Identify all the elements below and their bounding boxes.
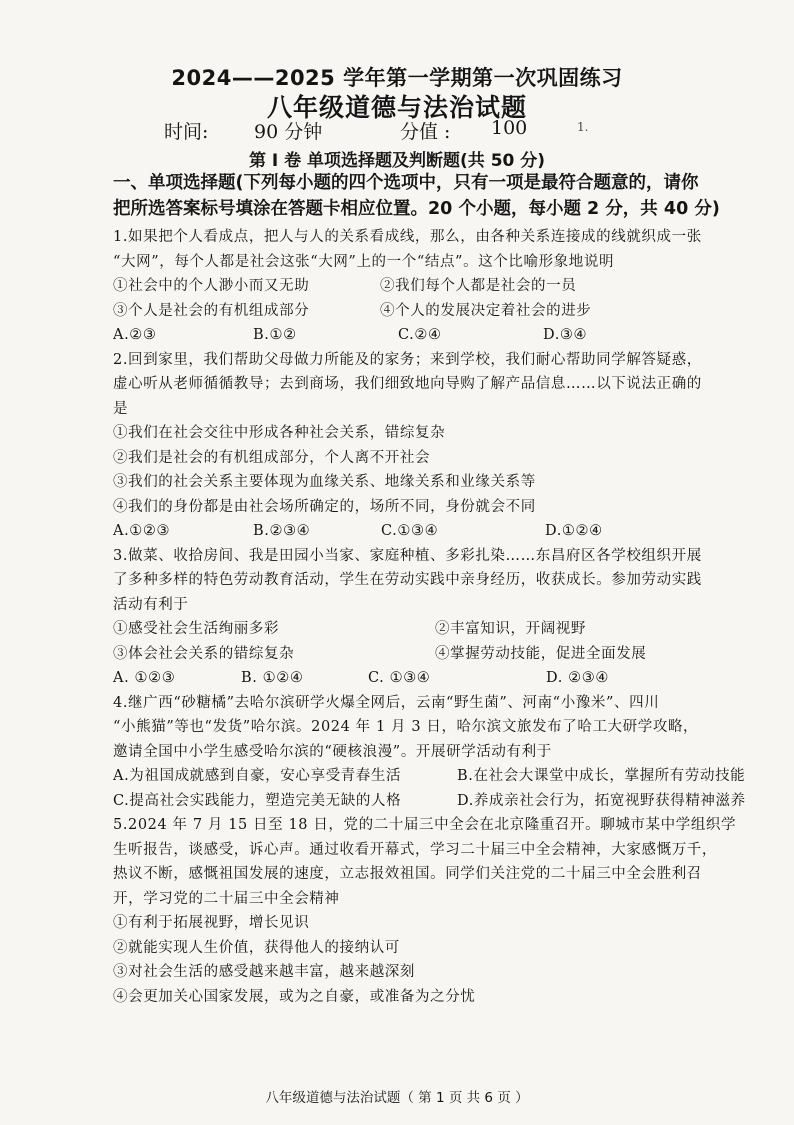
option-c: C.②④ (398, 327, 442, 343)
section-heading-line: 一、单项选择题(下列每小题的四个选项中，只有一项是最符合题意的，请你 (113, 173, 699, 193)
statement: ③体会社会关系的错综复杂 (113, 645, 295, 662)
question-stem-line: “大网”，每个人都是社会这张“大网”上的一个“结点”。这个比喻形象地说明 (113, 253, 615, 270)
exam-subject-title: 八年级道德与法治试题 (266, 93, 527, 122)
answer-options (113, 666, 788, 691)
question-1 (113, 225, 788, 348)
statement: ③对社会生活的感受越来越丰富，越来越深刻 (113, 964, 415, 980)
exam-term-title: 2024——2025 学年第一学期第一次巩固练习 (171, 66, 623, 90)
question-3 (113, 544, 788, 691)
option-c: C. ①③④ (368, 670, 431, 686)
question-stem-line: 2.回到家里，我们帮助父母做力所能及的家务；来到学校，我们耐心帮助同学解答疑惑， (113, 351, 702, 368)
question-stem-line: 开，学习党的二十届三中全会精神 (113, 890, 340, 907)
question-list (113, 225, 788, 1009)
answer-options (113, 764, 788, 789)
question-4 (113, 691, 788, 814)
question-stem-line: 4.继广西“砂糖橘”去哈尔滨研学火爆全网后，云南“野生菌”、河南“小豫米”、四川 (113, 694, 660, 711)
statement: ②我们每个人都是社会的一员 (380, 278, 577, 294)
option-d: D.养成亲社会行为，拓宽视野获得精神滋养 (457, 792, 746, 809)
part-heading: 第 I 卷 单项选择题及判断题(共 50 分) (248, 151, 546, 171)
answer-options (113, 519, 788, 544)
statement-row (113, 274, 788, 299)
answer-options (113, 789, 788, 814)
question-stem-line: 1.如果把个人看成点，把人与人的关系看成线，那么，由各种关系连接成的线就织成一张 (113, 229, 702, 245)
score-value: 100 (491, 117, 528, 139)
answer-options (113, 323, 788, 348)
option-d: D.③④ (543, 327, 588, 343)
option-c: C.提高社会实践能力，塑造完美无缺的人格 (113, 792, 402, 809)
option-d: D.①②④ (545, 523, 603, 539)
option-b: B.②③④ (253, 523, 311, 539)
statement-row (113, 299, 788, 324)
time-label: 时间: (164, 121, 209, 143)
time-value: 90 分钟 (254, 121, 323, 143)
question-stem-line: 是 (113, 400, 129, 417)
page-footer: 八年级道德与法治试题（ 第 1 页 共 6 页 ） (265, 1090, 529, 1106)
statement: ①有利于拓展视野，增长见识 (113, 915, 310, 931)
statement: ③个人是社会的有机组成部分 (113, 302, 310, 319)
question-stem-line: 热议不断，感慨祖国发展的速度，立志报效祖国。同学们关注党的二十届三中全会胜利召 (113, 866, 702, 882)
question-stem-line: 3.做菜、收拾房间、我是田园小当家、家庭种植、多彩扎染……东昌府区各学校组织开展 (113, 547, 702, 564)
option-b: B.①② (253, 327, 297, 343)
stray-mark: 1. (577, 120, 589, 134)
statement: ②我们是社会的有机组成部分，个人离不开社会 (113, 449, 431, 466)
question-stem-line: 5.2024 年 7 月 15 日至 18 日，党的二十届三中全会在北京隆重召开。聊城市某中学组织学 (113, 817, 737, 833)
statement: ④掌握劳动技能，促进全面发展 (435, 645, 647, 662)
question-stem-line: 活动有利于 (113, 596, 189, 613)
statement-row (113, 617, 788, 642)
statement: ④个人的发展决定着社会的进步 (380, 302, 592, 319)
question-stem-line: 邀请全国中小学生感受哈尔滨的“硬核浪漫”。开展研学活动有利于 (113, 743, 552, 760)
section-heading-line: 把所选答案标号填涂在答题卡相应位置。20 个小题，每小题 2 分，共 40 分) (113, 199, 720, 219)
question-stem-line: “小熊猫”等也“发货”哈尔滨。2024 年 1 月 3 日，哈尔滨文旅发布了哈工大研学攻略， (113, 719, 699, 735)
question-stem-line: 虚心听从老师循循教导；去到商场，我们细致地向导购了解产品信息……以下说法正确的 (113, 376, 702, 392)
statement: ①感受社会生活绚丽多彩 (113, 621, 280, 637)
option-d: D. ②③④ (546, 670, 609, 686)
statement: ③我们的社会关系主要体现为血缘关系、地缘关系和业缘关系等 (113, 474, 536, 490)
statement: ②丰富知识，开阔视野 (435, 621, 586, 637)
statement: ④会更加关心国家发展，或为之自豪，或准备为之分忧 (113, 988, 476, 1005)
score-label: 分值 : (400, 121, 451, 143)
option-a: A.②③ (113, 327, 157, 343)
option-b: B. ①②④ (241, 670, 304, 686)
statement: ②就能实现人生价值，获得他人的接纳认可 (113, 939, 400, 956)
question-stem-line: 生听报告，谈感受，诉心声。通过收看开幕式，学习二十届三中全会精神，大家感慨万千， (113, 841, 717, 858)
statement: ①社会中的个人渺小而又无助 (113, 278, 310, 294)
statement: ④我们的身份都是由社会场所确定的，场所不同，身份就会不同 (113, 498, 536, 515)
statement: ①我们在社会交往中形成各种社会关系，错综复杂 (113, 425, 446, 441)
exam-meta (164, 117, 664, 145)
option-a: A. ①②③ (113, 670, 176, 686)
question-5 (113, 813, 788, 1009)
question-2 (113, 348, 788, 544)
option-a: A.①②③ (113, 523, 171, 539)
option-b: B.在社会大课堂中成长，掌握所有劳动技能 (457, 768, 746, 784)
section-heading (113, 170, 785, 222)
statement-row (113, 642, 788, 667)
option-a: A.为祖国成就感到自豪，安心享受青春生活 (113, 768, 402, 784)
option-c: C.①③④ (381, 523, 439, 539)
question-stem-line: 了多种多样的特色劳动教育活动，学生在劳动实践中亲身经历，收获成长。参加劳动实践 (113, 572, 702, 588)
